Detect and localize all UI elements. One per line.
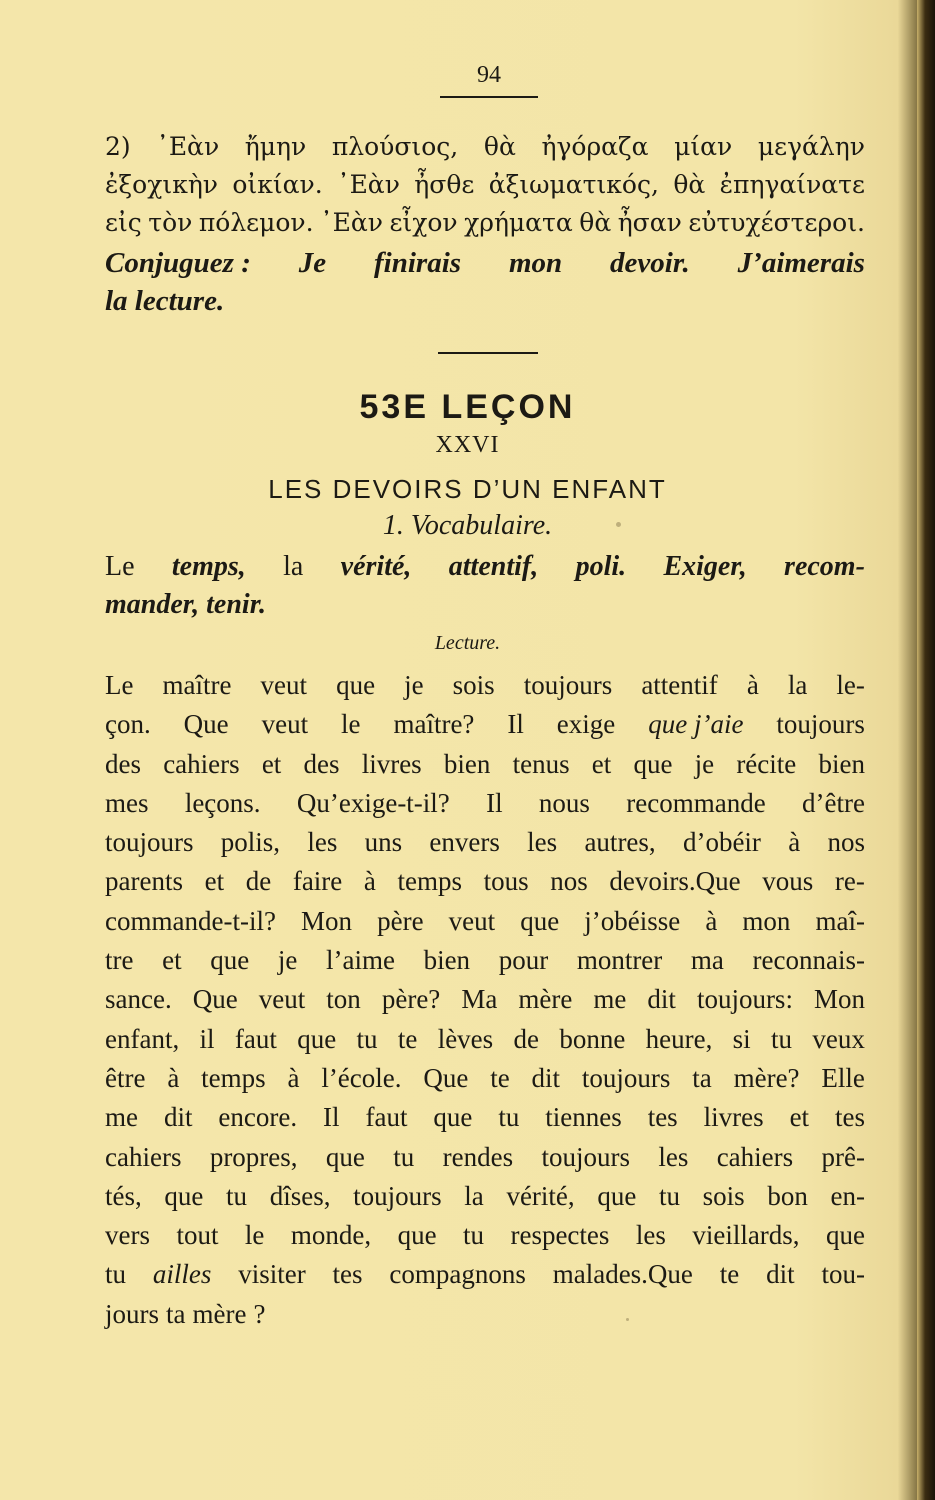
conjugate-word: mon: [508, 247, 563, 279]
reading-word: et: [204, 866, 225, 897]
reading-word: que: [520, 905, 560, 936]
greek-word: ἦσθε: [414, 170, 475, 199]
reading-word: temps: [397, 866, 463, 897]
reading-word: ta: [166, 1298, 186, 1329]
reading-word: d’obéir: [682, 827, 761, 858]
text-line: [105, 666, 865, 705]
vocabulary-words: mander, tenir.: [105, 589, 267, 620]
reading-word: tout: [176, 1220, 219, 1251]
reading-word: maître?: [393, 709, 475, 740]
reading-word: dit: [531, 1062, 561, 1093]
conjugate-word: J’aimerais: [737, 247, 865, 279]
page-number-rule: [440, 96, 538, 98]
reading-word: tu: [356, 1023, 378, 1054]
vocabulary-word: vérité,: [340, 551, 412, 582]
reading-word: propres,: [209, 1141, 298, 1172]
reading-word: mère: [518, 984, 573, 1015]
reading-word: père?: [381, 984, 441, 1015]
page-number: 94: [477, 62, 501, 88]
reading-word: tu: [658, 1180, 680, 1211]
text-line: [105, 128, 865, 166]
reading-word: envers: [429, 827, 500, 858]
reading-word: me: [105, 1102, 138, 1133]
reading-word: tu: [463, 1220, 485, 1251]
conjugate-word: Conjuguez :: [105, 247, 251, 279]
reading-word: à: [167, 1062, 180, 1093]
reading-word: que: [397, 1220, 437, 1251]
reading-word: faut: [234, 1023, 277, 1054]
reading-word: des: [105, 748, 141, 779]
greek-word: μεγάλην: [757, 132, 865, 161]
greek-word: θὰ: [579, 208, 612, 237]
greek-word: ἤμην: [244, 132, 307, 161]
reading-word: je: [277, 945, 298, 976]
reading-word: livres: [703, 1102, 764, 1133]
reading-word: Que: [183, 709, 229, 740]
reading-word: je: [694, 748, 715, 779]
reading-word: de: [245, 866, 272, 897]
reading-word: uns: [364, 827, 403, 858]
reading-word: Que: [423, 1062, 469, 1093]
greek-word: χρήματα: [464, 208, 573, 237]
reading-word: visiter: [238, 1259, 306, 1290]
reading-word: je: [404, 670, 424, 700]
reading-word: me: [593, 984, 627, 1015]
reading-word: cahiers: [716, 1141, 794, 1172]
greek-word: ᾿Εὰν: [320, 208, 383, 237]
text-line: [105, 1295, 865, 1334]
reading-word: les: [307, 827, 338, 858]
reading-word: veut: [260, 670, 308, 700]
reading-word: Ma: [461, 984, 498, 1015]
reading-word: vieillards,: [692, 1220, 800, 1251]
reading-word: nos: [827, 827, 865, 858]
reading-word: mes: [105, 787, 149, 818]
greek-word: θὰ: [483, 132, 516, 161]
reading-word: te: [719, 1259, 740, 1290]
reading-word: tenus: [512, 748, 570, 779]
greek-word: εἰς: [105, 208, 142, 237]
reading-word: parents: [105, 866, 183, 897]
reading-word: respectes: [510, 1220, 610, 1251]
reading-word: sance.: [105, 984, 172, 1015]
reading-word: malades.Que: [552, 1259, 693, 1290]
reading-word: l’école.: [321, 1062, 402, 1093]
reading-word: jours: [105, 1298, 159, 1329]
vocabulary-word: Le: [105, 551, 135, 582]
reading-word: Il: [486, 787, 503, 818]
reading-word: j’obéisse: [584, 905, 681, 936]
reading-word: tes: [332, 1259, 363, 1290]
reading-label: Lecture.: [434, 632, 501, 654]
conjugate-word: la lecture.: [105, 285, 225, 317]
reading-word: le: [244, 1220, 265, 1251]
reading-word: ?: [253, 1298, 266, 1329]
greek-word: ἀξιωματικός,: [488, 170, 659, 199]
text-line: [105, 823, 865, 862]
vocabulary-heading: 1. Vocabulaire.: [382, 510, 553, 541]
reading-word: lèves: [437, 1023, 494, 1054]
reading-word: nous: [538, 787, 590, 818]
reading-word: maître: [162, 670, 232, 700]
reading-word: que: [336, 670, 376, 700]
reading-word: les: [658, 1141, 689, 1172]
reading-word: ma: [690, 945, 724, 976]
reading-word: que: [597, 1180, 637, 1211]
reading-word: mon: [742, 905, 791, 936]
conjugate-word: Je: [298, 247, 327, 279]
reading-word: la: [787, 670, 808, 700]
reading-word: que: [325, 1141, 365, 1172]
reading-word: si: [732, 1023, 751, 1054]
reading-word: bon: [767, 1180, 808, 1211]
reading-word: tés,: [105, 1180, 142, 1211]
text-line: [105, 745, 865, 784]
reading-word: ailles: [152, 1259, 212, 1290]
reading-word: Mon: [813, 984, 865, 1015]
vocabulary-word: Exiger,: [663, 551, 747, 582]
reading-word: reconnais-: [752, 945, 865, 976]
greek-word: θὰ: [673, 170, 706, 199]
reading-word: à: [705, 905, 718, 936]
reading-word: re-: [834, 866, 865, 897]
reading-word: livres: [361, 748, 422, 779]
text-line: [105, 784, 865, 823]
text-line: [105, 282, 865, 320]
greek-word: μίαν: [674, 132, 733, 161]
reading-word: toujours: [353, 1180, 442, 1211]
reading-word: te: [397, 1023, 418, 1054]
text-line: [105, 705, 865, 744]
reading-word: que: [210, 945, 250, 976]
greek-word: 2): [105, 132, 131, 161]
conjugate-exercise: [105, 244, 865, 320]
lesson-subtitle: LES DEVOIRS D’UN ENFANT: [268, 474, 667, 504]
reading-word: te: [490, 1062, 510, 1093]
text-line: [105, 204, 865, 242]
reading-word: que: [826, 1220, 865, 1251]
reading-word: tu: [498, 1102, 520, 1133]
vocabulary-word: attentif,: [448, 551, 539, 582]
reading-word: ta: [692, 1062, 712, 1093]
reading-word: tu: [226, 1180, 248, 1211]
text-line: [105, 244, 865, 282]
reading-word: tre: [105, 945, 134, 976]
reading-word: cahiers: [105, 1141, 182, 1172]
reading-word: Il: [507, 709, 524, 740]
vocabulary-word: la: [283, 551, 304, 582]
greek-word: πόλεμον.: [198, 208, 314, 237]
reading-word: et: [789, 1102, 810, 1133]
reading-word: les: [635, 1220, 666, 1251]
paper-speck: [616, 522, 621, 527]
reading-word: monde,: [290, 1220, 372, 1251]
reading-word: bien: [423, 945, 471, 976]
reading-word: ton: [326, 984, 361, 1015]
reading-word: Le: [105, 670, 134, 700]
reading-word: exige: [556, 709, 616, 740]
reading-word: toujours: [776, 709, 865, 740]
reading-word: l’aime: [325, 945, 395, 976]
reading-word: bonne: [559, 1023, 626, 1054]
reading-word: d’être: [802, 787, 865, 818]
reading-word: des: [303, 748, 340, 779]
reading-word: sois: [452, 670, 495, 700]
reading-word: rendes: [442, 1141, 514, 1172]
reading-word: pour: [498, 945, 549, 976]
reading-word: et: [591, 748, 612, 779]
reading-word: récite: [736, 748, 797, 779]
reading-word: maî-: [815, 905, 865, 936]
reading-word: dîses,: [269, 1180, 331, 1211]
vocabulary-word: temps,: [171, 551, 246, 582]
reading-word: que: [164, 1180, 204, 1211]
reading-word: à: [788, 827, 801, 858]
greek-word: οἰκίαν.: [232, 170, 323, 199]
text-line: [105, 1098, 865, 1137]
vocabulary-line: [105, 548, 865, 586]
reading-word: autres,: [584, 827, 656, 858]
reading-word: le: [341, 709, 361, 740]
reading-word: que: [633, 748, 673, 779]
greek-word: ἦσαν: [617, 208, 682, 237]
reading-word: nos: [550, 866, 588, 897]
reading-word: leçons.: [184, 787, 261, 818]
reading-word: sois: [702, 1180, 745, 1211]
reading-word: tu: [105, 1259, 127, 1290]
reading-word: Que: [192, 984, 238, 1015]
conjugate-word: finirais: [374, 247, 462, 279]
reading-word: commande-t-il?: [105, 905, 276, 936]
reading-word: les: [527, 827, 558, 858]
greek-word: εὐτυχέστεροι.: [688, 208, 865, 237]
reading-word: tu: [771, 1023, 793, 1054]
reading-word: veut: [261, 709, 309, 740]
reading-word: recommande: [626, 787, 766, 818]
reading-word: attentif: [641, 670, 718, 700]
reading-word: dit: [766, 1259, 795, 1290]
greek-word: πλούσιος,: [331, 132, 459, 161]
vocabulary-word: recom-: [784, 551, 865, 582]
reading-word: heure,: [645, 1023, 713, 1054]
reading-word: encore.: [218, 1102, 298, 1133]
reading-word: Il: [323, 1102, 340, 1133]
text-line: [105, 1020, 865, 1059]
reading-word: tous: [483, 866, 529, 897]
text-line: [105, 862, 865, 901]
reading-word: tiennes: [545, 1102, 622, 1133]
reading-word: faut: [365, 1102, 408, 1133]
reading-word: Elle: [821, 1062, 865, 1093]
text-line: [105, 166, 865, 204]
reading-word: faire: [292, 866, 343, 897]
reading-word: toujours:: [696, 984, 793, 1015]
reading-word: et: [162, 945, 182, 976]
reading-word: dit: [163, 1102, 193, 1133]
reading-word: vous: [762, 866, 814, 897]
section-divider: [438, 352, 538, 354]
text-line: [105, 1138, 865, 1177]
reading-text: [105, 666, 865, 1334]
reading-word: la: [464, 1180, 484, 1211]
reading-word: toujours: [541, 1141, 630, 1172]
text-line: [105, 1255, 865, 1294]
greek-exercise: [105, 128, 865, 242]
reading-word: être: [105, 1062, 146, 1093]
reading-word: devoirs.Que: [609, 866, 741, 897]
greek-word: ἐξοχικὴν: [105, 170, 218, 199]
reading-word: montrer: [576, 945, 663, 976]
reading-word: que j’aie: [648, 709, 744, 740]
greek-word: ᾿Εὰν: [156, 132, 220, 161]
text-line: [105, 1216, 865, 1255]
reading-word: tes: [835, 1102, 865, 1133]
reading-word: tou-: [821, 1259, 865, 1290]
vocabulary-word: poli.: [575, 551, 627, 582]
reading-word: de: [513, 1023, 539, 1054]
greek-word: ἐπηγαίνατε: [719, 170, 865, 199]
reading-word: polis,: [220, 827, 281, 858]
reading-word: toujours: [581, 1062, 671, 1093]
conjugate-word: devoir.: [610, 247, 690, 279]
text-line: [105, 980, 865, 1019]
reading-word: que: [433, 1102, 473, 1133]
lesson-title: 53E LEÇON: [359, 388, 576, 426]
reading-word: mère?: [733, 1062, 800, 1093]
reading-word: compagnons: [389, 1259, 526, 1290]
greek-word: εἶχον: [389, 208, 458, 237]
reading-word: Mon: [301, 905, 353, 936]
reading-word: toujours: [105, 827, 194, 858]
reading-word: prê-: [821, 1141, 865, 1172]
reading-word: le-: [836, 670, 865, 700]
reading-word: temps: [201, 1062, 266, 1093]
text-line: [105, 1059, 865, 1098]
reading-word: veut: [258, 984, 306, 1015]
reading-word: toujours: [523, 670, 613, 700]
vocabulary-line: [105, 586, 865, 624]
reading-word: à: [746, 670, 759, 700]
reading-word: tes: [647, 1102, 678, 1133]
reading-word: veut: [448, 905, 496, 936]
reading-word: Qu’exige-t-il?: [296, 787, 450, 818]
reading-word: mère: [192, 1298, 247, 1329]
greek-word: ἠγόραζα: [541, 132, 649, 161]
reading-word: père: [377, 905, 424, 936]
reading-word: bien: [443, 748, 491, 779]
reading-word: tu: [393, 1141, 415, 1172]
reading-word: que: [297, 1023, 337, 1054]
reading-word: à: [363, 866, 376, 897]
reading-word: il: [199, 1023, 215, 1054]
reading-word: dit: [647, 984, 676, 1015]
lesson-number: XXVI: [435, 432, 500, 458]
greek-word: ᾿Εὰν: [337, 170, 400, 199]
text-line: [105, 941, 865, 980]
reading-word: veux: [812, 1023, 865, 1054]
reading-word: vérité,: [506, 1180, 575, 1211]
paper-speck: [626, 1318, 629, 1321]
reading-word: enfant,: [105, 1023, 180, 1054]
text-line: [105, 1177, 865, 1216]
reading-word: çon.: [105, 709, 151, 740]
text-line: [105, 902, 865, 941]
reading-word: cahiers: [163, 748, 240, 779]
page-edge: [917, 0, 935, 1500]
greek-word: τὸν: [148, 208, 193, 237]
reading-word: bien: [818, 748, 865, 779]
reading-word: à: [287, 1062, 300, 1093]
reading-word: et: [261, 748, 282, 779]
reading-word: vers: [105, 1220, 150, 1251]
reading-word: en-: [830, 1180, 865, 1211]
vocabulary: [105, 548, 865, 624]
